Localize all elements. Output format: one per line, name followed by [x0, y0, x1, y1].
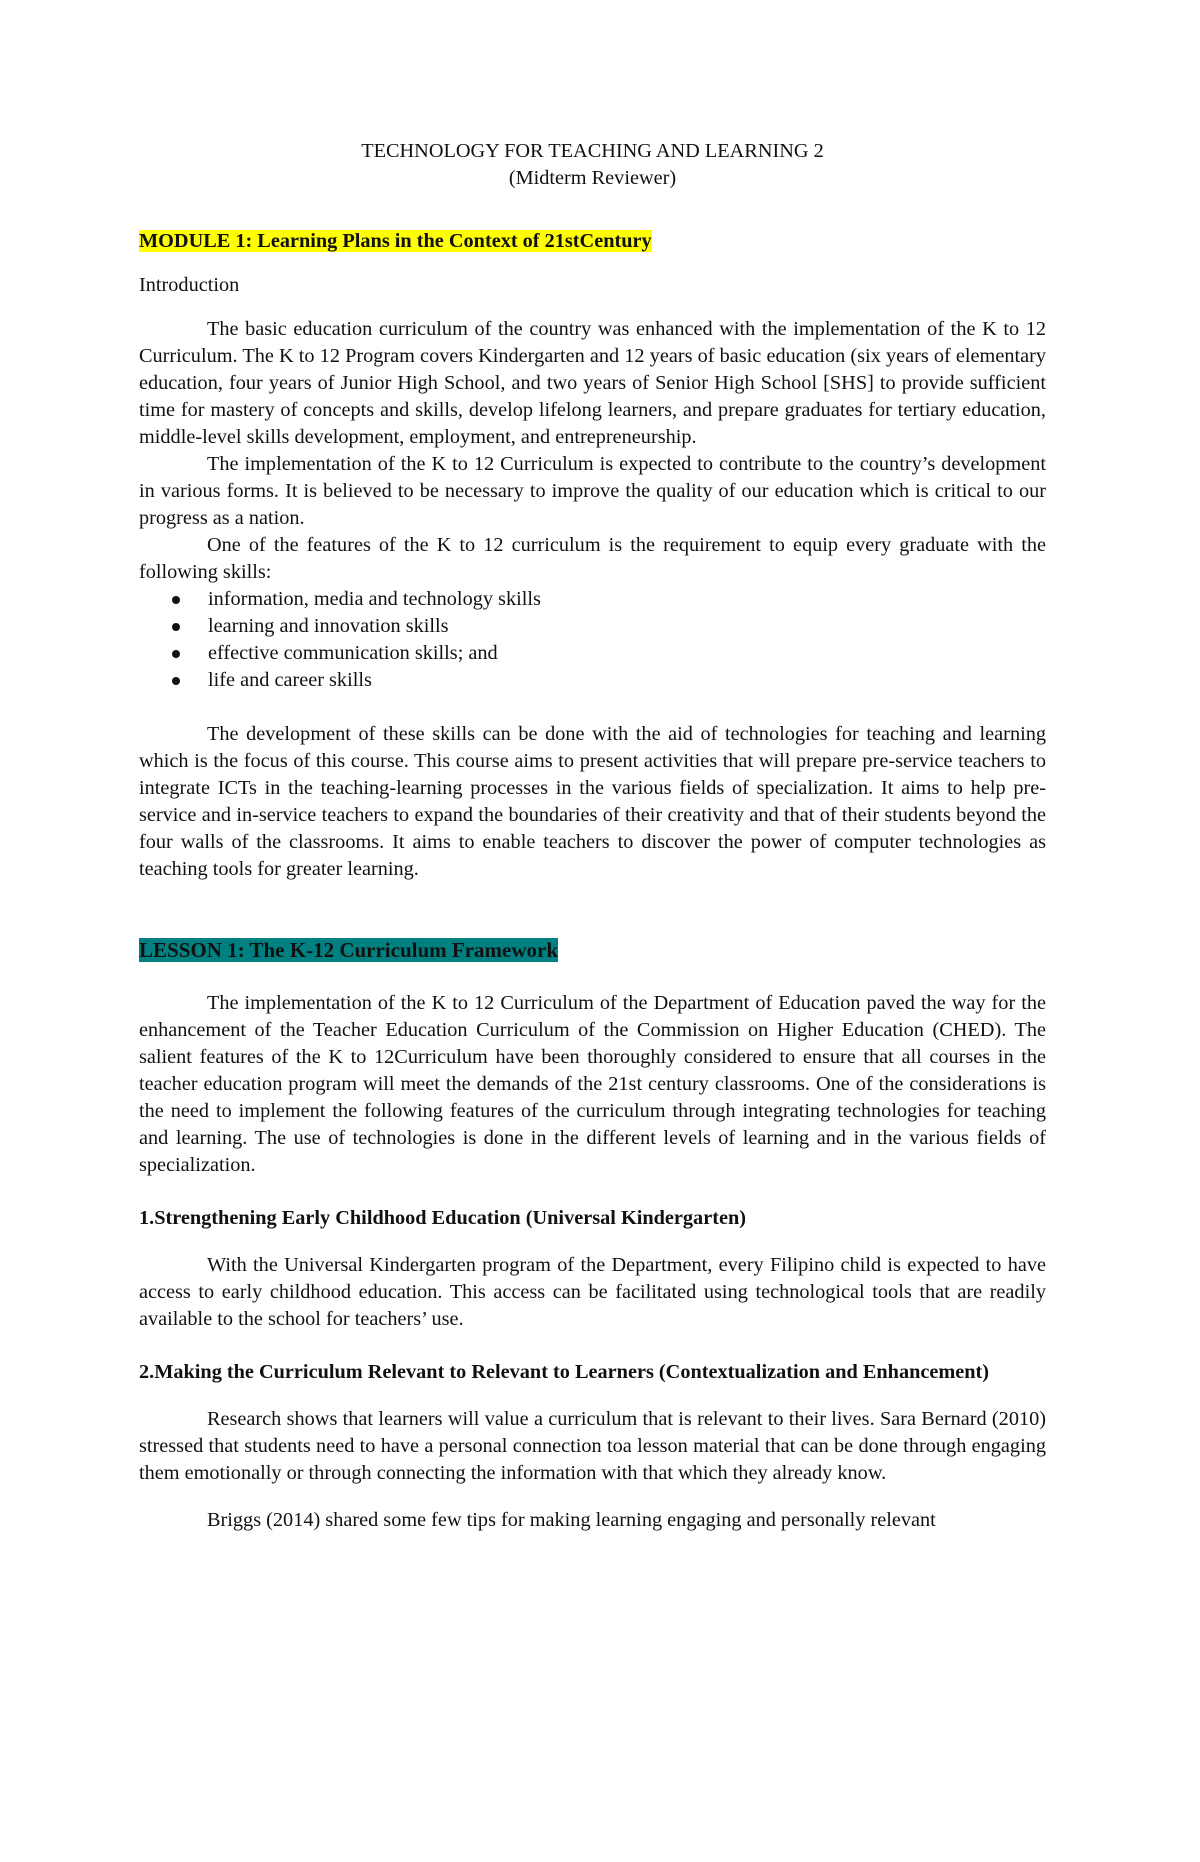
- section-heading-2: 2.Making the Curriculum Relevant to Relevant to Learners (Contextualization and Enhancement): [139, 1361, 990, 1383]
- section-2-paragraph-2: Briggs (2014) shared some few tips for making learning engaging and personally relevant: [207, 1509, 936, 1531]
- section-heading-1: 1.Strengthening Early Childhood Education (Universal Kindergarten): [139, 1207, 746, 1229]
- skills-list-item: [139, 586, 1046, 613]
- skills-list-item: [139, 667, 1046, 694]
- document-subtitle: (Midterm Reviewer): [508, 167, 677, 189]
- section-1-paragraph: With the Universal Kindergarten program of the Department, every Filipino child is expected to have access to early childhood education. This access can be facilitated using technological tools that are readily available to the school for teachers’ use.: [139, 1254, 1046, 1330]
- bullet-icon: [172, 623, 180, 631]
- skill-text: effective communication skills; and: [208, 642, 498, 664]
- module-heading-text: MODULE 1: Learning Plans in the Context of 21stCentury: [139, 230, 652, 252]
- bullet-icon: [172, 677, 180, 685]
- skills-list-item: [139, 613, 1046, 640]
- lesson-heading: [139, 937, 1046, 964]
- skill-text: life and career skills: [208, 669, 372, 691]
- skill-text: learning and innovation skills: [208, 615, 449, 637]
- module-heading: [139, 228, 1046, 255]
- bullet-icon: [172, 650, 180, 658]
- intro-paragraph-3: One of the features of the K to 12 curriculum is the requirement to equip every graduate with the following skills:: [139, 534, 1046, 583]
- lesson-intro-paragraph: The implementation of the K to 12 Curriculum of the Department of Education paved the way for the enhancement of the Teacher Education Curriculum of the Commission on Higher Education (CHED). The salient features of the K to 12Curriculum have been thoroughly considered to ensure that all courses in the teacher education program will meet the demands of the 21st century classrooms. One of the considerations is the need to implement the following features of the curriculum through integrating technologies for teaching and learning. The use of technologies is done in the different levels of learning and in the various fields of specialization.: [139, 992, 1046, 1176]
- section-2-paragraph-1: Research shows that learners will value a curriculum that is relevant to their lives. Sara Bernard (2010) stressed that students need to have a personal connection toa lesson material that can be done through engaging them emotionally or through connecting the information with that which they already know.: [139, 1408, 1046, 1484]
- skills-list: [139, 586, 1046, 694]
- lesson-heading-text: LESSON 1: The K-12 Curriculum Framework: [139, 938, 559, 962]
- intro-paragraph-1: The basic education curriculum of the country was enhanced with the implementation of the K to 12 Curriculum. The K to 12 Program covers Kindergarten and 12 years of basic education (six years of elementary education, four years of Junior High School, and two years of Senior High School [SHS] to provide sufficient time for mastery of concepts and skills, develop lifelong learners, and prepare graduates for tertiary education, middle-level skills development, employment, and entrepreneurship.: [139, 318, 1046, 448]
- closing-paragraph: The development of these skills can be done with the aid of technologies for teaching and learning which is the focus of this course. This course aims to present activities that will prepare pre-service teachers to integrate ICTs in the teaching-learning processes in the various fields of specialization. It aims to help pre-service and in-service teachers to expand the boundaries of their creativity and that of their students beyond the four walls of the classrooms. It aims to enable teachers to discover the power of computer technologies as teaching tools for greater learning.: [139, 723, 1046, 880]
- bullet-icon: [172, 596, 180, 604]
- skills-list-item: [139, 640, 1046, 667]
- skill-text: information, media and technology skills: [208, 588, 541, 610]
- intro-paragraph-2: The implementation of the K to 12 Curriculum is expected to contribute to the country’s development in various forms. It is believed to be necessary to improve the quality of our education which is critical to our progress as a nation.: [139, 453, 1046, 529]
- introduction-label: Introduction: [139, 274, 240, 296]
- document-title: TECHNOLOGY FOR TEACHING AND LEARNING 2: [361, 140, 824, 162]
